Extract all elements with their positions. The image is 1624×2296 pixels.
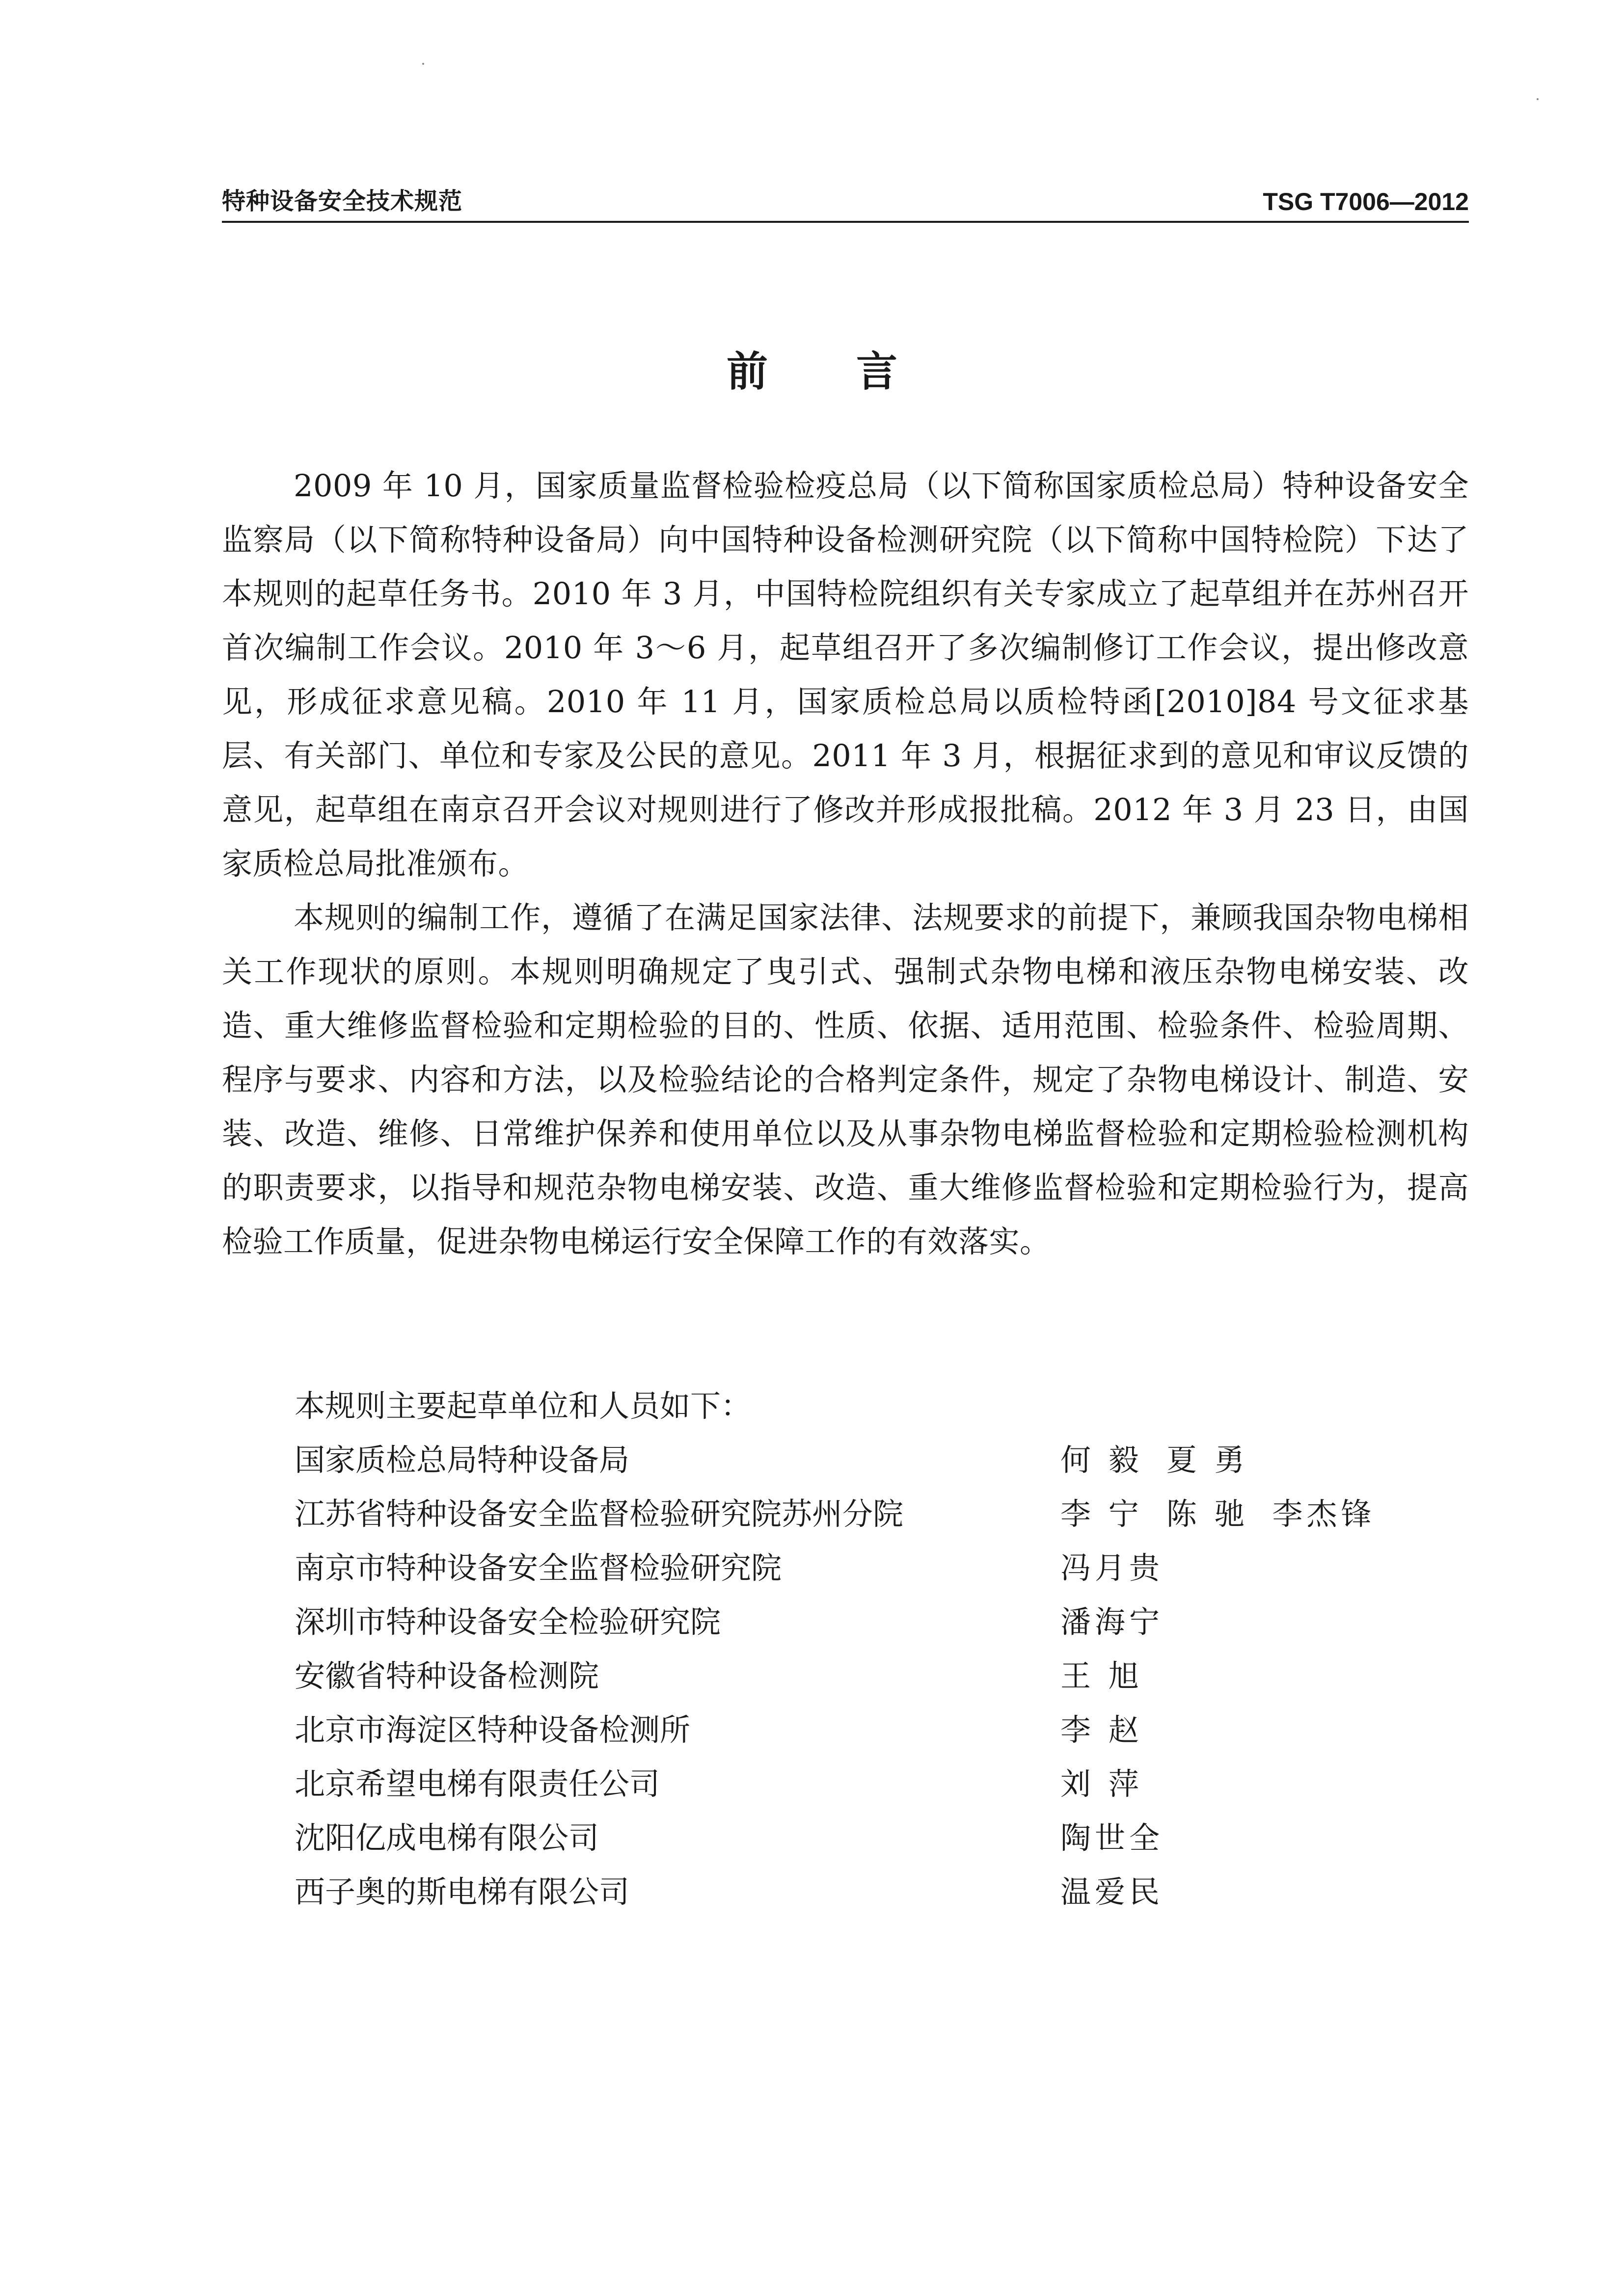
drafter-organization: 北京希望电梯有限责任公司 [295,1766,660,1802]
drafter-row [295,1433,1473,1487]
drafter-organization: 北京市海淀区特种设备检测所 [295,1712,691,1748]
drafter-names [1060,1595,1187,1649]
drafter-row [295,1757,1473,1811]
drafter-names [1060,1487,1399,1541]
scan-speck [422,63,424,65]
header-series-title: 特种设备安全技术规范 [222,187,463,215]
drafters-list [295,1379,1473,1919]
drafter-name: 潘海宁 [1060,1604,1164,1640]
drafter-name: 温爱民 [1060,1874,1164,1910]
drafter-name: 李杰锋 [1272,1496,1376,1532]
drafter-organization: 江苏省特种设备安全监督检验研究院苏州分院 [295,1496,904,1532]
drafter-row [295,1811,1473,1865]
drafter-name: 何 毅 [1060,1442,1143,1478]
drafter-organization: 西子奥的斯电梯有限公司 [295,1874,630,1910]
drafter-name: 李 赵 [1060,1712,1143,1748]
drafters-intro: 本规则主要起草单位和人员如下： [295,1388,752,1424]
preface-paragraph-2: 本规则的编制工作，遵循了在满足国家法律、法规要求的前提下，兼顾我国杂物电梯相关工作现状的原则。本规则明确规定了曳引式、强制式杂物电梯和液压杂物电梯安装、改造、重大维修监督检验和定期检验的目的、性质、依据、适用范围、检验条件、检验周期、程序与要求、内容和方法，以及检验结论的合格判定条件，规定了杂物电梯设计、制造、安装、改造、维修、日常维护保养和使用单位以及从事杂物电梯监督检验和定期检验检测机构的职责要求，以指导和规范杂物电梯安装、改造、重大维修监督检验和定期检验行为，提高检验工作质量，促进杂物电梯运行安全保障工作的有效落实。 [222,900,1469,1259]
drafter-name: 陈 驰 [1166,1496,1249,1532]
header-rule [222,221,1469,223]
drafter-names [1060,1703,1166,1757]
header-standard-code: TSG T7006—2012 [1263,188,1469,215]
drafter-names [1060,1541,1187,1595]
preface-body [222,459,1469,1269]
drafter-row [295,1541,1473,1595]
page-title: 前言 [726,347,986,396]
drafter-names [1060,1757,1166,1811]
drafter-organization: 安徽省特种设备检测院 [295,1658,599,1694]
drafter-names [1060,1811,1187,1865]
drafter-row [295,1703,1473,1757]
drafter-name: 冯月贵 [1060,1550,1164,1586]
drafter-organization: 沈阳亿成电梯有限公司 [295,1820,599,1856]
preface-paragraph-1: 2009 年 10 月，国家质量监督检验检疫总局（以下简称国家质检总局）特种设备安全监察局（以下简称特种设备局）向中国特种设备检测研究院（以下简称中国特检院）下达了本规则的起草任务书。2010 年 3 月，中国特检院组织有关专家成立了起草组并在苏州召开首次编制工作会议。2010 年 3～6 月，起草组召开了多次编制修订工作会议，提出修改意见，形成征求意见稿。2010 年 11 月，国家质检总局以质检特函[2010]84 号文征求基层、有关部门、单位和专家及公民的意见。2011 年 3 月，根据征求到的意见和审议反馈的意见，起草组在南京召开会议对规则进行了修改并形成报批稿。2012 年 3 月 23 日，由国家质检总局批准颁布。 [222,468,1469,881]
drafter-name: 王 旭 [1060,1658,1143,1694]
drafter-name: 刘 萍 [1060,1766,1143,1802]
drafter-organization: 深圳市特种设备安全检验研究院 [295,1604,721,1640]
drafter-name: 陶世全 [1060,1820,1164,1856]
page-header [222,184,1469,223]
drafter-row [295,1649,1473,1703]
scan-speck [1537,98,1539,100]
drafter-names [1060,1649,1166,1703]
drafter-row [295,1487,1473,1541]
drafters-rows [295,1433,1473,1919]
drafter-names [1060,1433,1272,1487]
drafter-row [295,1865,1473,1919]
drafter-organization: 国家质检总局特种设备局 [295,1442,630,1478]
drafter-organization: 南京市特种设备安全监督检验研究院 [295,1550,782,1586]
drafter-name: 夏 勇 [1166,1442,1249,1478]
drafter-names [1060,1865,1187,1919]
drafter-row [295,1595,1473,1649]
drafter-name: 李 宁 [1060,1496,1143,1532]
